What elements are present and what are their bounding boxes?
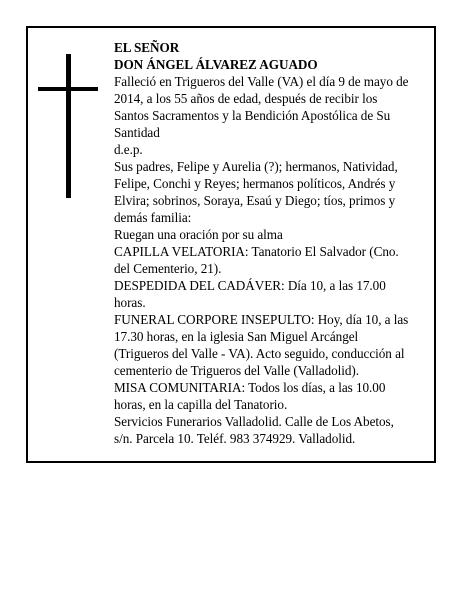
obituary-notice [26,26,436,463]
deceased-name: DON ÁNGEL ÁLVAREZ AGUADO [114,57,318,72]
funeral-info: FUNERAL CORPORE INSEPULTO: Hoy, día 10, a las 17.30 horas, en la iglesia San Miguel Arcángel (Trigueros del Valle - VA). Acto seguido, conducción al cementerio de Trigueros del Valle (Valladolid). [114,312,409,378]
family-list: Sus padres, Felipe y Aurelia (?); hermanos, Natividad, Felipe, Conchi y Reyes; hermanos políticos, Andrés y Elvira; sobrinos, Soraya, Esaú y Diego; tíos, primos y demás familia: [114,159,398,225]
funeral-services-contact: Servicios Funerarios Valladolid. Calle de Los Abetos, s/n. Parcela 10. Teléf. 983 374929. Valladolid. [114,414,394,446]
wake-chapel-info: CAPILLA VELATORIA: Tanatorio El Salvador (Cno. del Cementerio, 21). [114,244,399,276]
cross-horizontal-bar [38,87,98,91]
cross-icon [38,54,98,198]
farewell-info: DESPEDIDA DEL CADÁVER: Día 10, a las 17.00 horas. [114,278,386,310]
cross-vertical-bar [66,54,71,198]
community-mass-info: MISA COMUNITARIA: Todos los días, a las 10.00 horas, en la capilla del Tanatorio. [114,380,386,412]
prayer-request: Ruegan una oración por su alma [114,227,283,242]
heading-title: EL SEÑOR [114,40,180,55]
rip-abbreviation: d.e.p. [114,142,143,157]
notice-text [114,39,414,447]
death-announcement: Falleció en Trigueros del Valle (VA) el día 9 de mayo de 2014, a los 55 años de edad, después de recibir los Santos Sacramentos y la Bendición Apostólica de Su Santidad [114,74,409,140]
